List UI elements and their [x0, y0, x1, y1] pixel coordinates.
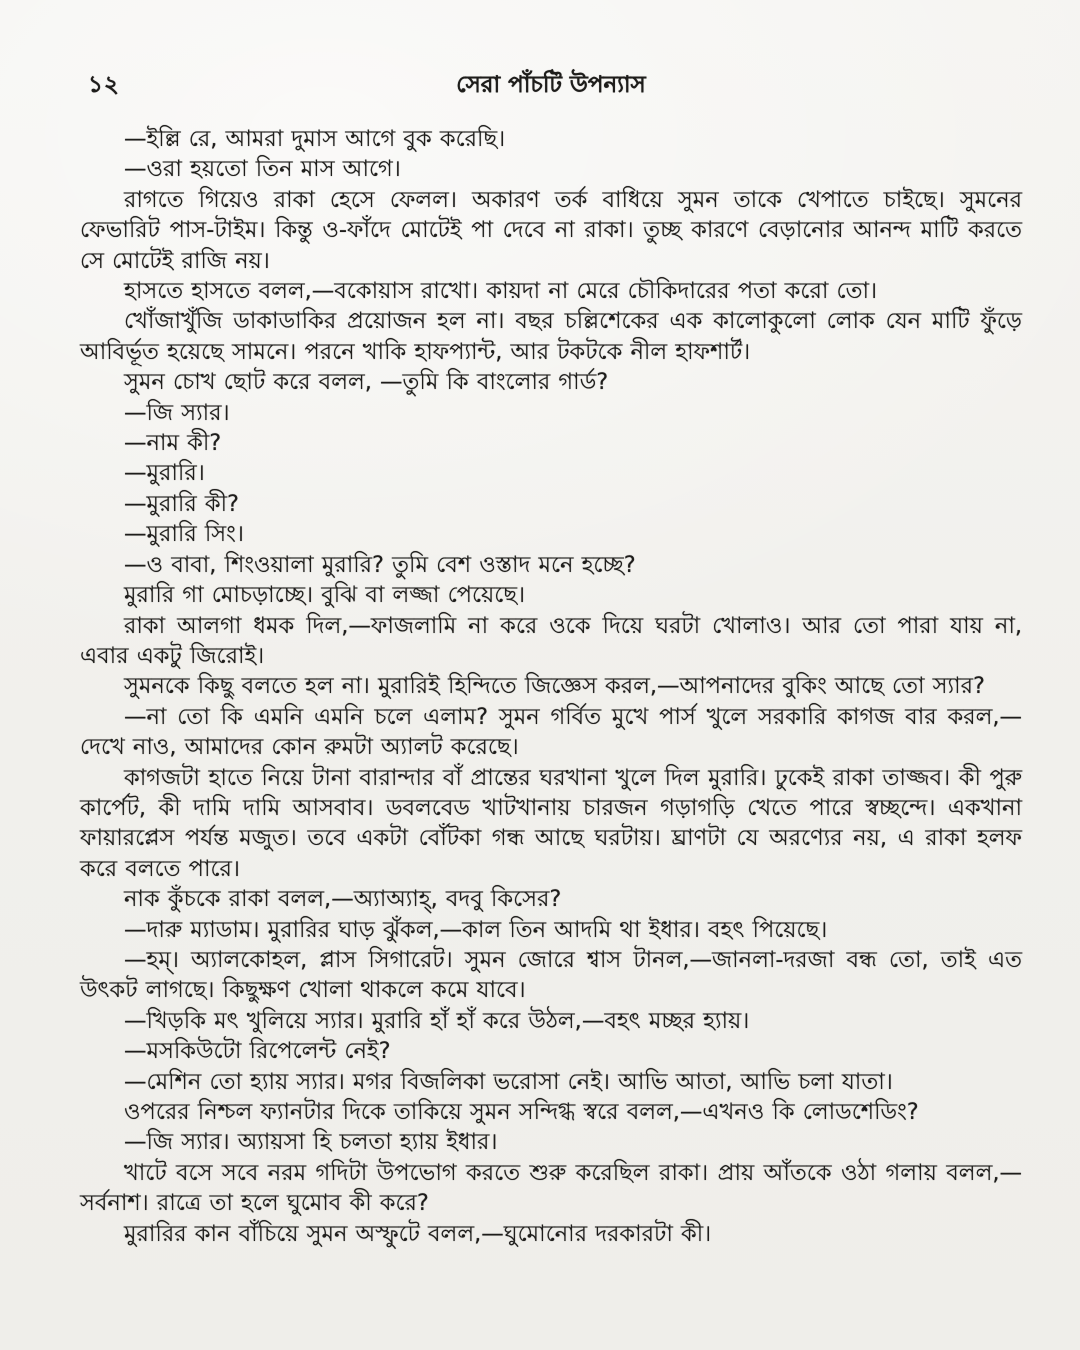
paragraph: রাগতে গিয়েও রাকা হেসে ফেলল। অকারণ তর্ক বাধিয়ে সুমন তাকে খেপাতে চাইছে। সুমনের ফেভারিট পাস-টাইম। কিন্তু ও-ফাঁদে মোটেই পা দেবে না রাকা। তুচ্ছ কারণে বেড়ানোর আনন্দ মাটি করতে সে মোটেই রাজি নয়। — [80, 186, 1022, 274]
paragraph: সুমন চোখ ছোট করে বলল, —তুমি কি বাংলোর গার্ড? — [124, 369, 609, 396]
paragraph: —মুরারি কী? — [124, 490, 239, 517]
paragraph: —মেশিন তো হ্যায় স্যার। মগর বিজলিকা ভরোসা নেই। আভি আতা, আভি চলা যাতা। — [124, 1068, 893, 1095]
paragraph: হাসতে হাসতে বলল,—বকোয়াস রাখো। কায়দা না মেরে চৌকিদারের পতা করো তো। — [124, 278, 878, 305]
paragraph: খাটে বসে সবে নরম গদিটা উপভোগ করতে শুরু করেছিল রাকা। প্রায় আঁতকে ওঠা গলায় বলল,—সর্বনাশ। রাত্রে তা হলে ঘুমোব কী করে? — [80, 1159, 1022, 1217]
paragraph: —মুরারি। — [124, 460, 205, 487]
paragraph: খোঁজাখুঁজি ডাকাডাকির প্রয়োজন হল না। বছর চল্লিশেকের এক কালোকুলো লোক যেন মাটি ফুঁড়ে আবির্ভূত হয়েছে সামনে। পরনে খাকি হাফপ্যান্ট, আর টকটকে নীল হাফশার্ট। — [80, 308, 1022, 365]
paragraph: —ইল্লি রে, আমরা দুমাস আগে বুক করেছি। — [124, 126, 506, 152]
running-title: সেরা পাঁচটি উপন্যাস — [456, 72, 646, 98]
paragraph: রাকা আলগা ধমক দিল,—ফাজলামি না করে ওকে দিয়ে ঘরটা খোলাও। আর তো পারা যায় না, এবার একটু জিরোই। — [80, 612, 1022, 669]
paragraph: নাক কুঁচকে রাকা বলল,—অ্যাঅ্যাহ্, বদবু কিসের? — [124, 886, 562, 913]
paragraph: সুমনকে কিছু বলতে হল না। মুরারিই হিন্দিতে জিজ্ঞেস করল,—আপনাদের বুকিং আছে তো স্যার? — [124, 673, 985, 700]
paragraph: —মুরারি সিং। — [124, 521, 244, 548]
paragraph: —জি স্যার। অ্যায়সা হি চলতা হ্যায় ইধার। — [124, 1129, 498, 1156]
body-text — [80, 124, 1022, 1249]
paragraph: —মসকিউটো রিপেলেন্ট নেই? — [124, 1038, 391, 1065]
paragraph: —হম্। অ্যালকোহল, প্লাস সিগারেট। সুমন জোরে শ্বাস টানল,—জানলা-দরজা বন্ধ তো, তাই এত উৎকট লাগছে। কিছুক্ষণ খোলা থাকলে কমে যাবে। — [80, 946, 1022, 1004]
page-number: ১২ — [88, 72, 120, 98]
paragraph: —ওরা হয়তো তিন মাস আগে। — [124, 156, 401, 183]
paragraph: —খিড়কি মৎ খুলিয়ে স্যার। মুরারি হাঁ হাঁ করে উঠল,—বহৎ মচ্ছর হ্যায়। — [124, 1007, 750, 1034]
page-header — [80, 66, 1022, 100]
paragraph: কাগজটা হাতে নিয়ে টানা বারান্দার বাঁ প্রান্তের ঘরখানা খুলে দিল মুরারি। ঢুকেই রাকা তাজ্জব। কী পুরু কার্পেট, কী দামি দামি আসবাব। ডবলবেড খাটখানায় চারজন গড়াগড়ি খেতে পারে স্বচ্ছন্দে। একখানা ফায়ারপ্লেস পর্যন্ত মজুত। তবে একটা বোঁটকা গন্ধ আছে ঘরটায়। ঘ্রাণটা যে অরণ্যের নয়, এ রাকা হলফ করে বলতে পারে। — [80, 764, 1022, 882]
paragraph: —ও বাবা, শিংওয়ালা মুরারি? তুমি বেশ ওস্তাদ মনে হচ্ছে? — [124, 551, 636, 578]
paragraph: —না তো কি এমনি এমনি চলে এলাম? সুমন গর্বিত মুখে পার্স খুলে সরকারি কাগজ বার করল,—দেখে নাও, আমাদের কোন রুমটা অ্যালট করেছে। — [80, 703, 1022, 761]
paragraph: মুরারির কান বাঁচিয়ে সুমন অস্ফুটে বলল,—ঘুমোনোর দরকারটা কী। — [124, 1220, 712, 1247]
paragraph: —জি স্যার। — [124, 399, 230, 426]
paragraph: মুরারি গা মোচড়াচ্ছে। বুঝি বা লজ্জা পেয়েছে। — [124, 582, 526, 609]
paragraph: ওপরের নিশ্চল ফ্যানটার দিকে তাকিয়ে সুমন সন্দিগ্ধ স্বরে বলল,—এখনও কি লোডশেডিং? — [124, 1099, 919, 1125]
paragraph: —নাম কী? — [124, 430, 222, 457]
paragraph: —দারু ম্যাডাম। মুরারির ঘাড় ঝুঁকল,—কাল তিন আদমি থা ইধার। বহৎ পিয়েছে। — [124, 916, 828, 943]
